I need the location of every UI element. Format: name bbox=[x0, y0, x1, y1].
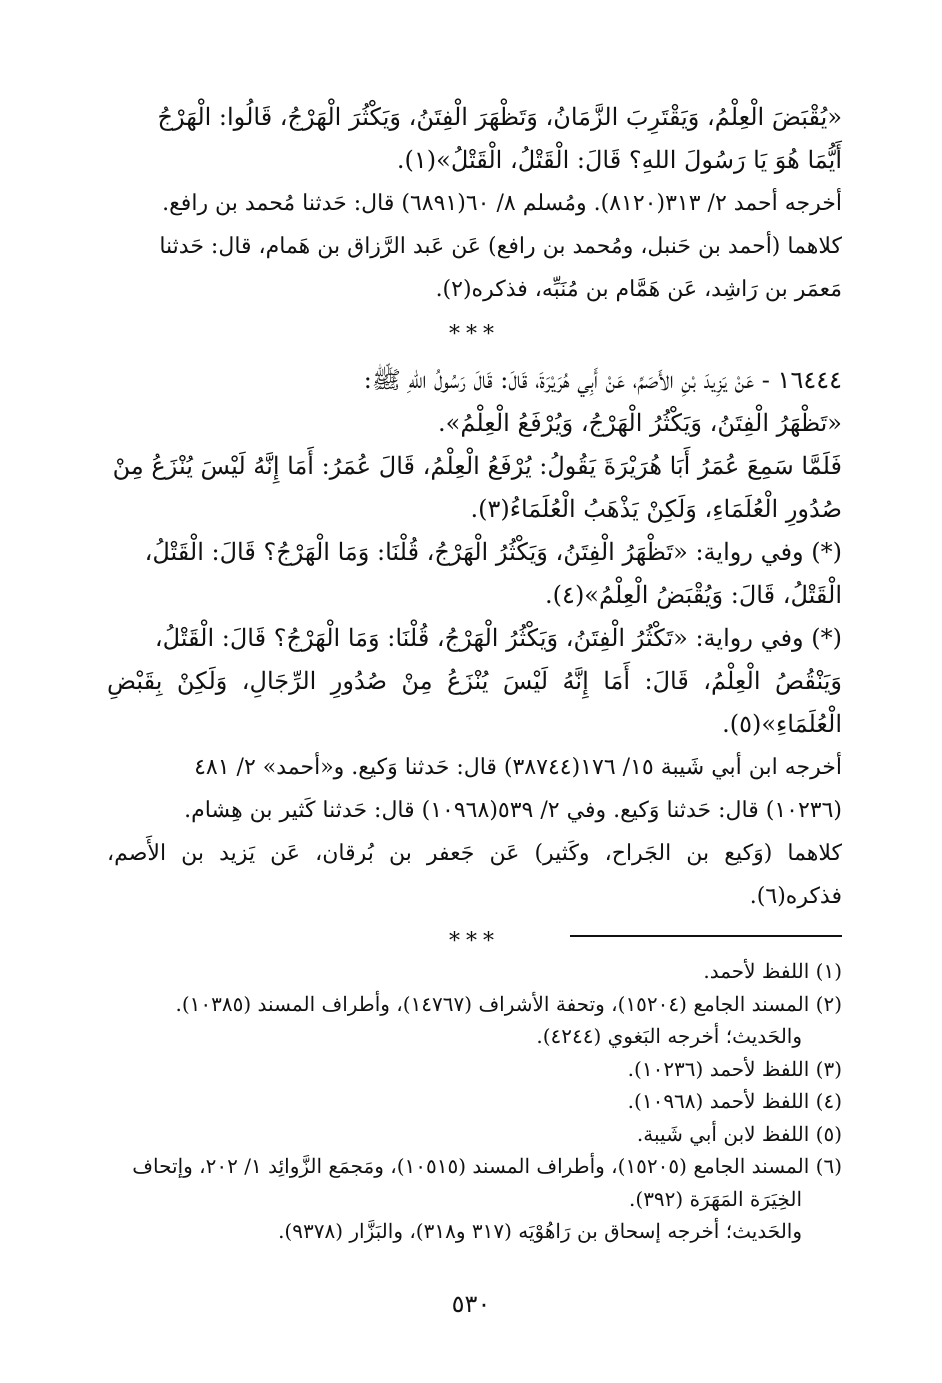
narration-line: الْقَتْلُ، قَالَ: وَيُقْبَضُ الْعِلْمُ»(٤). bbox=[545, 581, 842, 609]
hadith-line: فَلَمَّا سَمِعَ عُمَرُ أَبَا هُرَيْرَةَ يَقُولُ: يُرْفَعُ الْعِلْمُ، قَالَ عُمَرُ: أَمَا إِنَّهُ لَيْسَ يُنْزَعُ مِنْ bbox=[112, 452, 842, 480]
source-line: مَعمَر بن رَاشِد، عَن هَمَّام بن مُنَبِّه، فذكره(٢). bbox=[435, 277, 842, 302]
narration-line: (*) وفي رواية: «تَظْهَرُ الْفِتَنُ، وَيَكْثُرُ الْهَرْجُ، قُلْنَا: وَمَا الْهَرْجُ؟ قَالَ: الْقَتْلُ، bbox=[144, 538, 842, 566]
source-line: كلاهما (أحمد بن حَنبل، ومُحمد بن رافع) عَن عَبد الرَّزاق بن هَمام، قال: حَدثنا bbox=[159, 234, 842, 259]
source-line: أخرجه ابن أبي شَيبة ١٥/ ١٧٦(٣٨٧٤٤) قال: حَدثنا وَكيع. و«أحمد» ٢/ ٤٨١ bbox=[194, 755, 842, 780]
footnote: (٥) اللفظ لابن أبي شَيبة. bbox=[636, 1121, 842, 1146]
footnote: (٤) اللفظ لأحمد (١٠٩٦٨). bbox=[627, 1089, 842, 1113]
hadith-line: صُدُورِ الْعُلَمَاءِ، وَلَكِنْ يَذْهَبُ الْعُلَمَاءُ(٣). bbox=[470, 495, 842, 523]
hadith-line: ١٦٤٤٤ - عَنْ يَزِيدَ بْنِ الأَصَمِّ، عَنْ أَبِي هُرَيْرَةَ، قَالَ: قَالَ رَسُولُ اللهِ ﷺ: bbox=[363, 366, 842, 394]
hadith-line: «تَظْهَرُ الْفِتَنُ، وَيَكْثُرُ الْهَرْجُ، وَيُرْفَعُ الْعِلْمُ». bbox=[438, 409, 842, 437]
source-line: كلاهما (وَكيع بن الجَراح، وكَثير) عَن جَعفر بن بُرقان، عَن يَزيد بن الأَصم، فذكره(٦). bbox=[107, 841, 842, 909]
narration-line: (*) وفي رواية: «تَكْثُرُ الْفِتَنُ، وَيَكْثُرُ الْهَرْجُ، قُلْنَا: وَمَا الْهَرْجُ؟ قَالَ: الْقَتْلُ، bbox=[154, 624, 842, 652]
source-line: (١٠٢٣٦) قال: حَدثنا وَكيع. وفي ٢/ ٥٣٩(١٠٩٦٨) قال: حَدثنا كَثير بن هِشام. bbox=[184, 798, 842, 823]
source-line: أخرجه أحمد ٢/ ٣١٣(٨١٢٠). ومُسلم ٨/ ٦٠(٦٨٩١) قال: حَدثنا مُحمد بن رافع. bbox=[162, 191, 842, 216]
footnote: (٦) المسند الجامع (١٥٢٠٥)، وأطراف المسند (١٠٥١٥)، ومَجمَع الزَّوائِد ١/ ٢٠٢، وإتحاف bbox=[132, 1154, 842, 1178]
hadith-line: «يُقْبَضَ الْعِلْمُ، وَيَقْتَرِبَ الزَّمَانُ، وَتَظْهَرَ الْفِتَنُ، وَيَكْثُرَ الْهَرْجُ، قَالُوا: الْهَرْجُ bbox=[157, 103, 842, 131]
section-separator: *** bbox=[449, 929, 500, 954]
footnotes bbox=[107, 955, 842, 1248]
section-separator: *** bbox=[449, 322, 500, 347]
footnote-continuation: الخِيَرَة المَهَرَة (٣٩٢). bbox=[629, 1186, 802, 1211]
hadith-line: أَيُّمَا هُوَ يَا رَسُولَ اللهِ؟ قَالَ: الْقَتْلُ، الْقَتْلُ»(١). bbox=[396, 146, 842, 174]
footnote: (١) اللفظ لأحمد. bbox=[703, 959, 842, 983]
page-number: ٥٣٠ bbox=[451, 1290, 491, 1318]
footnote-divider bbox=[570, 935, 842, 937]
footnote: (٢) المسند الجامع (١٥٢٠٤)، وتحفة الأشراف (١٤٧٦٧)، وأطراف المسند (١٠٣٨٥). bbox=[175, 991, 842, 1016]
main-text bbox=[107, 96, 842, 966]
footnote-continuation: والحَديث؛ أخرجه إسحاق بن رَاهُوْيَه (٣١٧ و٣١٨)، والبَزَّار (٩٣٧٨). bbox=[278, 1219, 802, 1243]
footnote-continuation: والحَديث؛ أخرجه البَغوي (٤٢٤٤). bbox=[536, 1024, 802, 1048]
footnote: (٣) اللفظ لأحمد (١٠٢٣٦). bbox=[627, 1056, 842, 1081]
narration-line: وَيَنْقُصُ الْعِلْمُ، قَالَ: أَمَا إِنَّهُ لَيْسَ يُنْزَعُ مِنْ صُدُورِ الرِّجَالِ، وَلَكِنْ بِقَبْضِ الْعُلَمَاءِ»(٥). bbox=[107, 667, 842, 738]
